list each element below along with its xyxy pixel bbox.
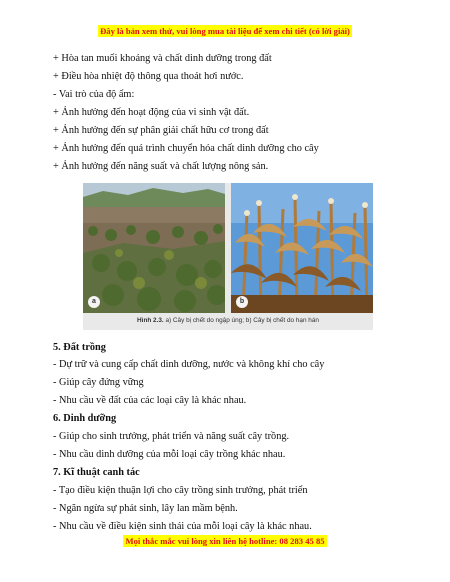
- text-line: + Ảnh hưởng đến sự phân giải chất hữu cơ trong đất: [53, 125, 269, 136]
- figure-caption-prefix: Hình 2.3.: [137, 317, 164, 324]
- figure-caption: [83, 317, 373, 324]
- footer-notice: [0, 536, 450, 546]
- text-line: + Ảnh hưởng đến quá trình chuyển hóa chất dinh dưỡng cho cây: [53, 143, 319, 154]
- section-heading-cultivation: 7. Kĩ thuật canh tác: [53, 467, 140, 478]
- text-line: + Hòa tan muối khoáng và chất dinh dưỡng trong đất: [53, 53, 272, 64]
- text-line: + Điều hòa nhiệt độ thông qua thoát hơi nước.: [53, 71, 244, 82]
- section-heading-nutrition: 6. Dinh dưỡng: [53, 413, 117, 424]
- figure-2-3: [83, 183, 373, 330]
- text-line: - Tạo điều kiện thuận lợi cho cây trồng sinh trưởng, phát triển: [53, 485, 308, 496]
- text-line: - Vai trò của độ ẩm:: [53, 89, 135, 100]
- photo-waterlogged-crops: [83, 183, 225, 313]
- text-line: - Dự trữ và cung cấp chất dinh dưỡng, nước và không khí cho cây: [53, 359, 325, 370]
- header-notice-text: Đây là bản xem thử, vui lòng mua tài liệu để xem chi tiết (có lời giải): [100, 26, 350, 36]
- text-line: - Nhu cầu về đất của các loại cây là khác nhau.: [53, 395, 247, 406]
- text-line: + Ảnh hưởng đến năng suất và chất lượng nông sản.: [53, 161, 269, 172]
- section-heading-soil: 5. Đất trồng: [53, 342, 106, 353]
- text-line: - Ngăn ngừa sự phát sinh, lây lan mầm bệnh.: [53, 503, 238, 514]
- photo-label-b: b: [236, 296, 248, 308]
- header-notice: [0, 26, 450, 36]
- text-line: - Nhu cầu dinh dưỡng của mỗi loại cây trồng khác nhau.: [53, 449, 286, 460]
- footer-notice-text: Mọi thắc mắc vui lòng xin liên hệ hotline: 08 283 45 85: [125, 536, 325, 546]
- text-line: - Giúp cho sinh trưởng, phát triển và năng suất cây trồng.: [53, 431, 290, 442]
- photo-label-a: a: [88, 296, 100, 308]
- figure-caption-text: a) Cây bị chết do ngập úng; b) Cây bị chết do hạn hán: [165, 317, 319, 324]
- text-line: - Giúp cây đứng vững: [53, 377, 144, 388]
- text-line: - Nhu cầu về điều kiện sinh thái của mỗi loại cây là khác nhau.: [53, 521, 312, 532]
- photo-drought-crops: [231, 183, 373, 313]
- text-line: + Ảnh hưởng đến hoạt động của vi sinh vật đất.: [53, 107, 250, 118]
